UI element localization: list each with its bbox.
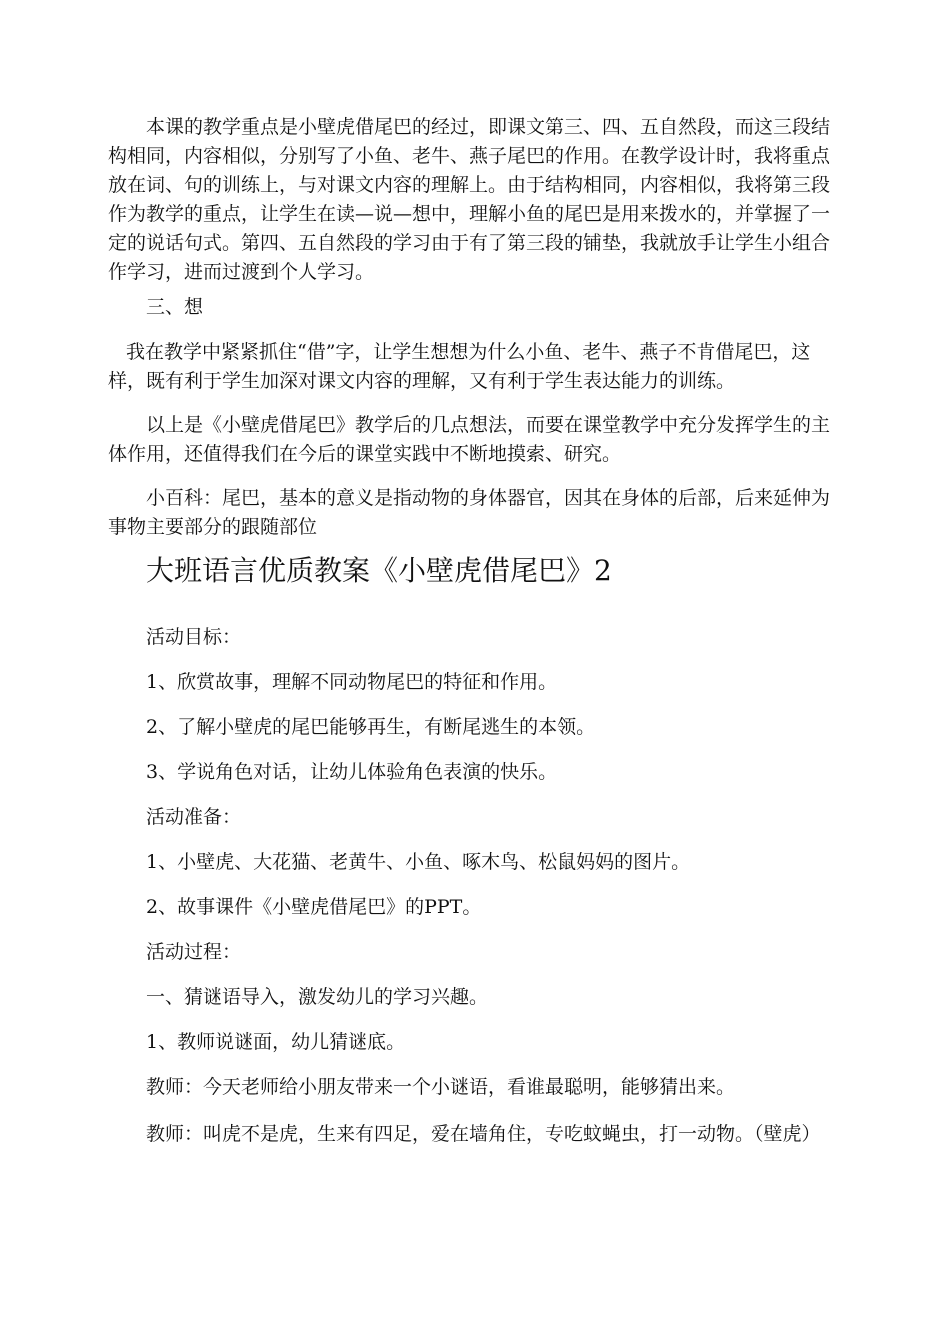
teacher-dialogue-riddle: 教师：叫虎不是虎，生来有四足，爱在墙角住，专吃蚊蝇虫，打一动物。（壁虎） <box>146 1123 821 1145</box>
goal-item: 3、学说角色对话，让幼儿体验角色表演的快乐。 <box>146 761 558 783</box>
preparation-label: 活动准备： <box>146 806 242 828</box>
lesson-title: 大班语言优质教案《小壁虎借尾巴》2 <box>146 554 612 587</box>
process-label: 活动过程： <box>146 941 242 963</box>
paragraph-summary: 以上是《小壁虎借尾巴》教学后的几点想法，而要在课堂教学中充分发挥学生的主体作用，还值得我们在今后的课堂实践中不断地摸索、研究。 <box>108 414 831 465</box>
goal-item: 1、欣赏故事，理解不同动物尾巴的特征和作用。 <box>146 671 558 693</box>
preparation-item: 2、故事课件《小壁虎借尾巴》的PPT。 <box>146 896 482 918</box>
goal-item: 2、了解小壁虎的尾巴能够再生，有断尾逃生的本领。 <box>146 716 596 738</box>
process-step: 一、猜谜语导入，激发幼儿的学习兴趣。 <box>146 986 489 1008</box>
paragraph-borrow: 我在教学中紧紧抓住“借”字，让学生想想为什么小鱼、老牛、燕子不肯借尾巴，这样，既有利于学生加深对课文内容的理解，又有利于学生表达能力的训练。 <box>108 341 811 392</box>
preparation-item: 1、小壁虎、大花猫、老黄牛、小鱼、啄木鸟、松鼠妈妈的图片。 <box>146 851 691 873</box>
paragraph-teaching-focus: 本课的教学重点是小壁虎借尾巴的经过，即课文第三、四、五自然段，而这三段结构相同，内容相似，分别写了小鱼、老牛、燕子尾巴的作用。在教学设计时，我将重点放在词、句的训练上，与对课文内容的理解上。由于结构相同，内容相似，我将第三段作为教学的重点，让学生在读—说—想中，理解小鱼的尾巴是用来拨水的，并掌握了一定的说话句式。第四、五自然段的学习由于有了第三段的铺垫，我就放手让学生小组合作学习，进而过渡到个人学习。 <box>108 116 831 283</box>
goals-label: 活动目标： <box>146 626 242 648</box>
paragraph-encyclopedia: 小百科：尾巴，基本的意义是指动物的身体器官，因其在身体的后部，后来延伸为事物主要部分的跟随部位 <box>108 487 831 538</box>
teacher-dialogue: 教师：今天老师给小朋友带来一个小谜语，看谁最聪明，能够猜出来。 <box>146 1076 736 1098</box>
section-heading-think: 三、想 <box>146 296 204 318</box>
process-substep: 1、教师说谜面，幼儿猜谜底。 <box>146 1031 406 1053</box>
